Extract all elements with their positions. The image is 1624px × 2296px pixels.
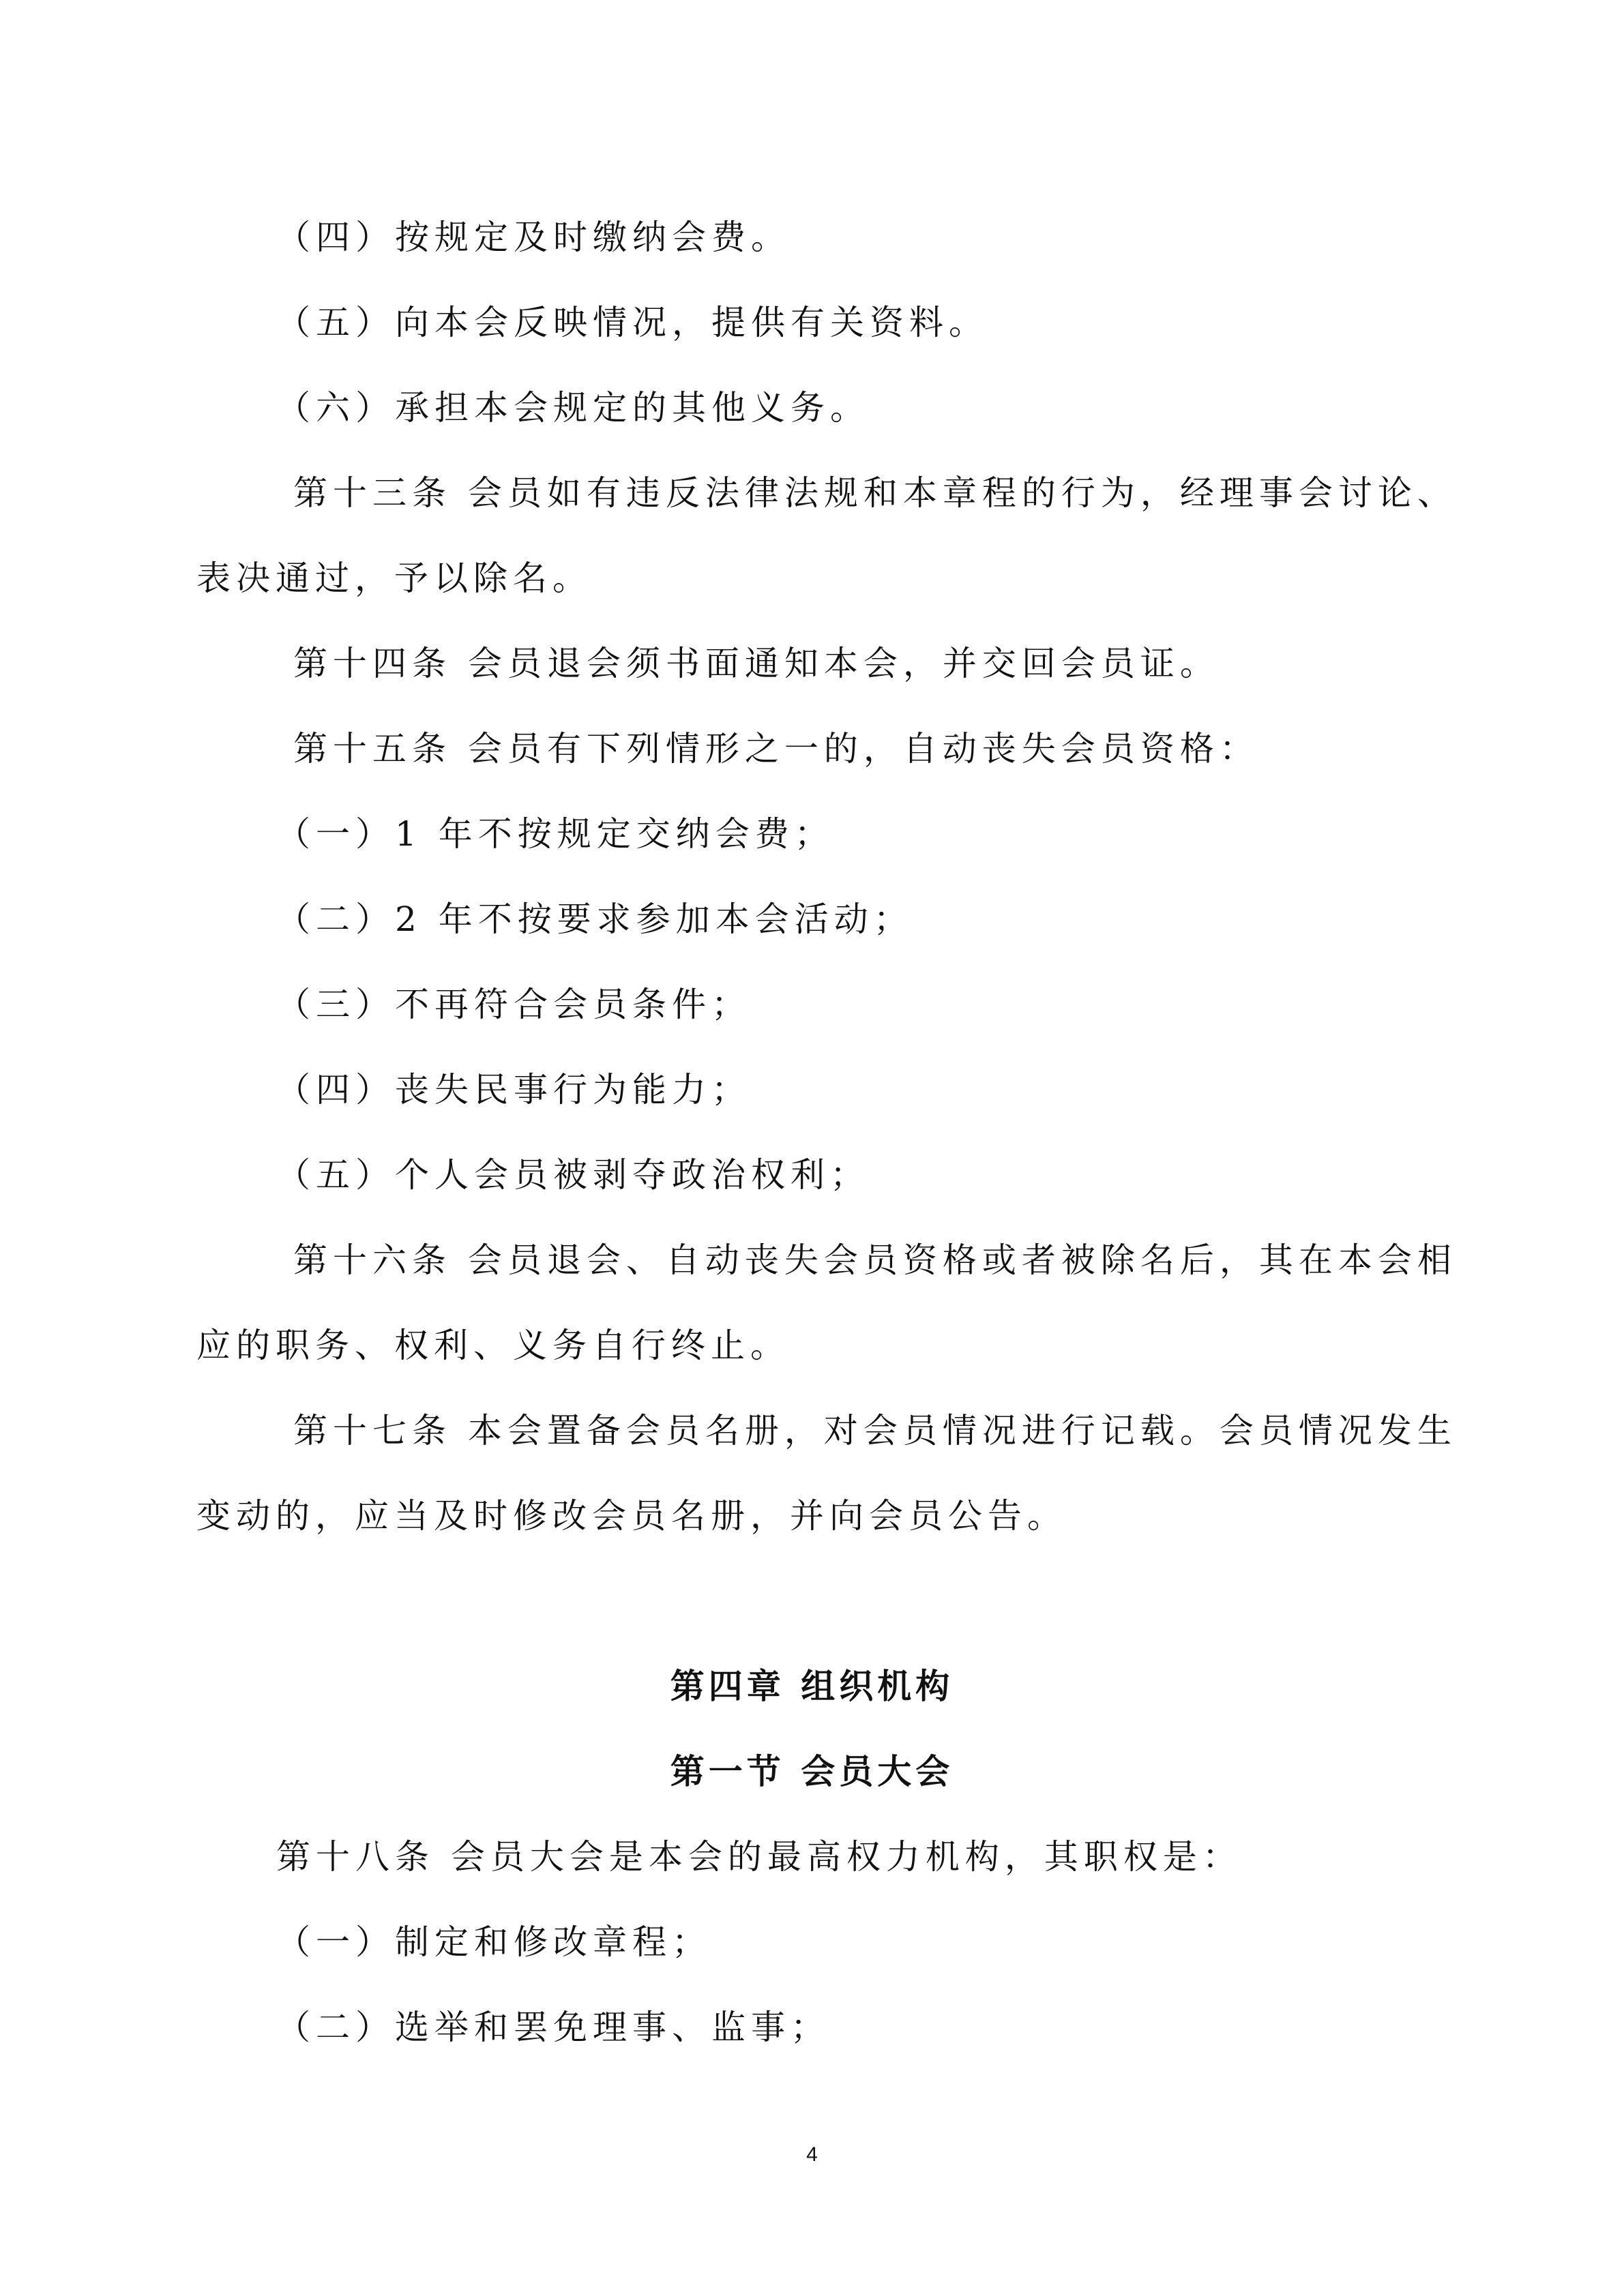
article-16-line-2: 应的职务、权利、义务自行终止。 (196, 1326, 790, 1365)
list-item: （二）选举和罢免理事、监事； (276, 2008, 830, 2047)
paragraph-line: （四）按规定及时缴纳会费。 (276, 218, 791, 257)
article-17-line-2: 变动的，应当及时修改会员名册，并向会员公告。 (196, 1496, 1067, 1536)
list-item: （一）1 年不按规定交纳会费； (276, 814, 834, 854)
article-18: 第十八条 会员大会是本会的最高权力机构，其职权是： (276, 1837, 1242, 1877)
article-16-line-1: 第十六条 会员退会、自动丧失会员资格或者被除名后，其在本会相 (293, 1240, 1457, 1280)
chapter-heading: 第四章 组织机构 (670, 1667, 954, 1706)
article-13-line-2: 表决通过，予以除名。 (196, 558, 592, 598)
paragraph-line: （六）承担本会规定的其他义务。 (276, 388, 870, 428)
paragraph-line: （五）向本会反映情况，提供有关资料。 (276, 303, 988, 342)
list-item: （三）不再符合会员条件； (276, 985, 751, 1024)
list-item: （五）个人会员被剥夺政治权利； (276, 1155, 870, 1195)
list-item: （一）制定和修改章程； (276, 1922, 711, 1962)
article-13-line-1: 第十三条 会员如有违反法律法规和本章程的行为，经理事会讨论、 (293, 473, 1457, 513)
section-heading: 第一节 会员大会 (670, 1752, 954, 1791)
article-17-line-1: 第十七条 本会置备会员名册，对会员情况进行记载。会员情况发生 (293, 1411, 1457, 1450)
article-14: 第十四条 会员退会须书面通知本会，并交回会员证。 (293, 644, 1220, 683)
article-15: 第十五条 会员有下列情形之一的，自动丧失会员资格： (293, 729, 1259, 769)
list-item: （二）2 年不按要求参加本会活动； (276, 899, 913, 939)
list-item: （四）丧失民事行为能力； (276, 1070, 751, 1109)
page-number: 4 (806, 2143, 818, 2166)
